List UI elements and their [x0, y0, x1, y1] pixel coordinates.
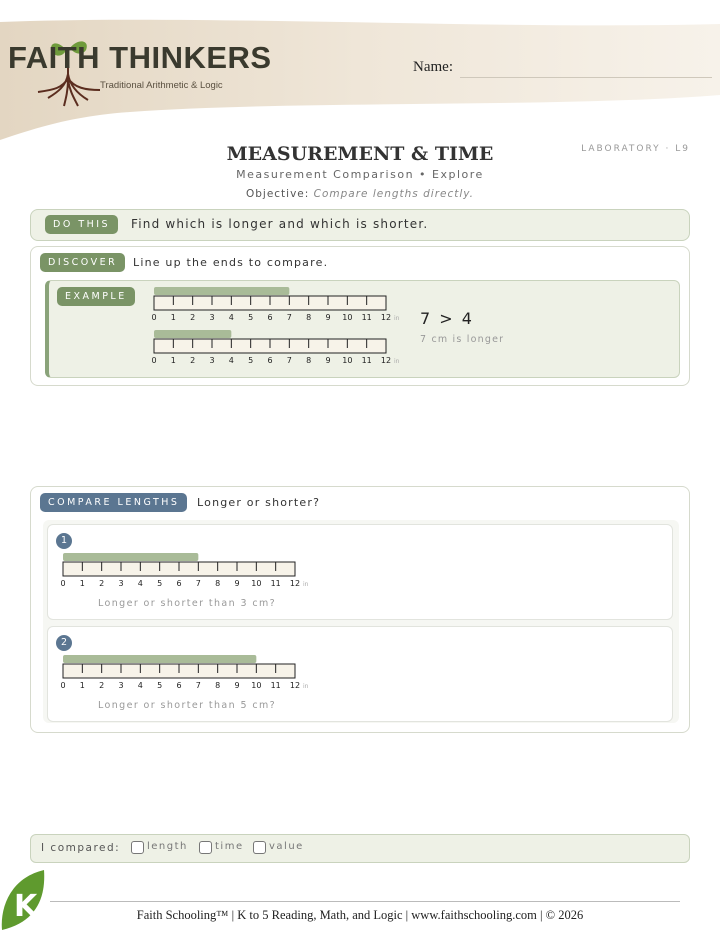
question-ruler-2-label-4: 4 [137, 681, 143, 690]
question-ruler-1-label-12: 12 [289, 579, 301, 588]
question-ruler-1-bar [63, 553, 198, 561]
brand-subtitle: Traditional Arithmetic & Logic [100, 80, 223, 91]
question-ruler-1-label-4: 4 [137, 579, 143, 588]
do-this-tag: DO THIS [45, 215, 118, 234]
example-ruler-2-label-1: 1 [170, 356, 176, 365]
question-ruler-2-unit: in [303, 683, 309, 690]
question-ruler-1-label-7: 7 [195, 579, 201, 588]
question-number-1: 1 [56, 533, 72, 549]
question-ruler-1 [62, 553, 312, 593]
example-ruler-2-label-9: 9 [325, 356, 331, 365]
example-ruler-1-label-0: 0 [151, 313, 157, 322]
example-ruler-1-label-2: 2 [190, 313, 196, 322]
example-ruler-1 [153, 287, 403, 327]
example-ruler-1-bar [154, 287, 289, 295]
question-number-2: 2 [56, 635, 72, 651]
page-subtitle: Measurement Comparison • Explore [236, 168, 484, 181]
question-ruler-2-label-11: 11 [270, 681, 281, 690]
question-ruler-2-label-5: 5 [157, 681, 163, 690]
example-ruler-2-unit: in [394, 358, 400, 365]
question-ruler-2-label-9: 9 [234, 681, 240, 690]
example-ruler-2-label-8: 8 [306, 356, 312, 365]
question-ruler-1-label-10: 10 [251, 579, 262, 588]
question-ruler-1-label-11: 11 [270, 579, 281, 588]
questions-area [43, 520, 679, 723]
example-tag: EXAMPLE [57, 287, 135, 306]
compare-tag: COMPARE LENGTHS [40, 493, 187, 512]
example-result: 7 > 4 [420, 309, 474, 328]
example-ruler-1-label-4: 4 [228, 313, 234, 322]
discover-tag: DISCOVER [40, 253, 125, 272]
checkbox-time[interactable] [199, 841, 212, 854]
example-ruler-1-label-5: 5 [248, 313, 254, 322]
question-ruler-2-label-8: 8 [215, 681, 221, 690]
question-card-2 [47, 626, 673, 722]
name-input-line[interactable] [460, 77, 712, 78]
example-ruler-2-label-3: 3 [209, 356, 215, 365]
example-ruler-2-label-12: 12 [380, 356, 392, 365]
example-result-sub: 7 cm is longer [420, 334, 505, 345]
question-ruler-2-label-12: 12 [289, 681, 301, 690]
example-ruler-1-label-10: 10 [342, 313, 353, 322]
question-ruler-1-label-6: 6 [176, 579, 182, 588]
discover-text: Line up the ends to compare. [133, 256, 329, 269]
question-ruler-2-label-2: 2 [99, 681, 105, 690]
question-ruler-2-label-0: 0 [60, 681, 66, 690]
do-this-text: Find which is longer and which is shorter. [131, 217, 429, 231]
question-card-1 [47, 524, 673, 620]
objective-label: Objective: [245, 188, 310, 200]
question-ruler-2-label-10: 10 [251, 681, 262, 690]
question-ruler-2 [62, 655, 312, 695]
example-ruler-1-unit: in [394, 315, 400, 322]
question-ruler-1-label-0: 0 [60, 579, 66, 588]
svg-text:K: K [14, 889, 38, 924]
question-ruler-2-label-3: 3 [118, 681, 124, 690]
example-ruler-2-label-7: 7 [286, 356, 292, 365]
question-prompt-2: Longer or shorter than 5 cm? [98, 700, 277, 711]
example-ruler-2-label-5: 5 [248, 356, 254, 365]
checkbox-time-label: time [215, 841, 244, 852]
example-ruler-2-label-6: 6 [267, 356, 273, 365]
example-ruler-1-label-9: 9 [325, 313, 331, 322]
lab-code: LABORATORY · L9 [581, 144, 690, 154]
checkbox-length-label: length [147, 841, 188, 852]
footer-text: Faith Schooling™ | K to 5 Reading, Math, and Logic | www.faithschooling.com | © 2026 [136, 908, 584, 922]
question-ruler-1-unit: in [303, 581, 309, 588]
checkbox-length[interactable] [131, 841, 144, 854]
example-ruler-1-label-1: 1 [170, 313, 176, 322]
example-ruler-1-label-3: 3 [209, 313, 215, 322]
example-ruler-2-label-11: 11 [361, 356, 372, 365]
footer-divider [50, 901, 680, 902]
question-ruler-2-label-1: 1 [79, 681, 85, 690]
question-ruler-1-label-3: 3 [118, 579, 124, 588]
question-ruler-1-label-9: 9 [234, 579, 240, 588]
name-label: Name: [413, 59, 453, 75]
do-this-box [30, 209, 690, 241]
checkbox-value-label: value [269, 841, 304, 852]
question-prompt-1: Longer or shorter than 3 cm? [98, 598, 277, 609]
question-ruler-2-bar [63, 655, 256, 663]
example-ruler-2-label-10: 10 [342, 356, 353, 365]
objective [0, 188, 720, 200]
compared-box [30, 834, 690, 863]
question-ruler-1-label-8: 8 [215, 579, 221, 588]
question-ruler-1-label-2: 2 [99, 579, 105, 588]
discover-box [30, 246, 690, 386]
example-ruler-2 [153, 330, 403, 370]
example-ruler-2-bar [154, 330, 231, 338]
example-ruler-1-label-12: 12 [380, 313, 392, 322]
question-ruler-2-label-6: 6 [176, 681, 182, 690]
question-ruler-1-label-5: 5 [157, 579, 163, 588]
question-ruler-2-label-7: 7 [195, 681, 201, 690]
checkbox-value[interactable] [253, 841, 266, 854]
name-field-background [415, 44, 715, 88]
example-ruler-1-label-6: 6 [267, 313, 273, 322]
compare-text: Longer or shorter? [197, 496, 321, 509]
question-ruler-1-label-1: 1 [79, 579, 85, 588]
example-ruler-1-label-7: 7 [286, 313, 292, 322]
example-ruler-1-label-11: 11 [361, 313, 372, 322]
brand-title: FAITH THINKERS [8, 40, 272, 75]
page-title: MEASUREMENT & TIME [226, 143, 494, 165]
objective-text: Compare lengths directly. [313, 188, 475, 200]
example-ruler-2-label-0: 0 [151, 356, 157, 365]
compare-lengths-box [30, 486, 690, 733]
example-ruler-1-label-8: 8 [306, 313, 312, 322]
example-ruler-2-label-2: 2 [190, 356, 196, 365]
compared-label: I compared: [41, 842, 121, 854]
example-ruler-2-label-4: 4 [228, 356, 234, 365]
example-box [45, 280, 680, 378]
